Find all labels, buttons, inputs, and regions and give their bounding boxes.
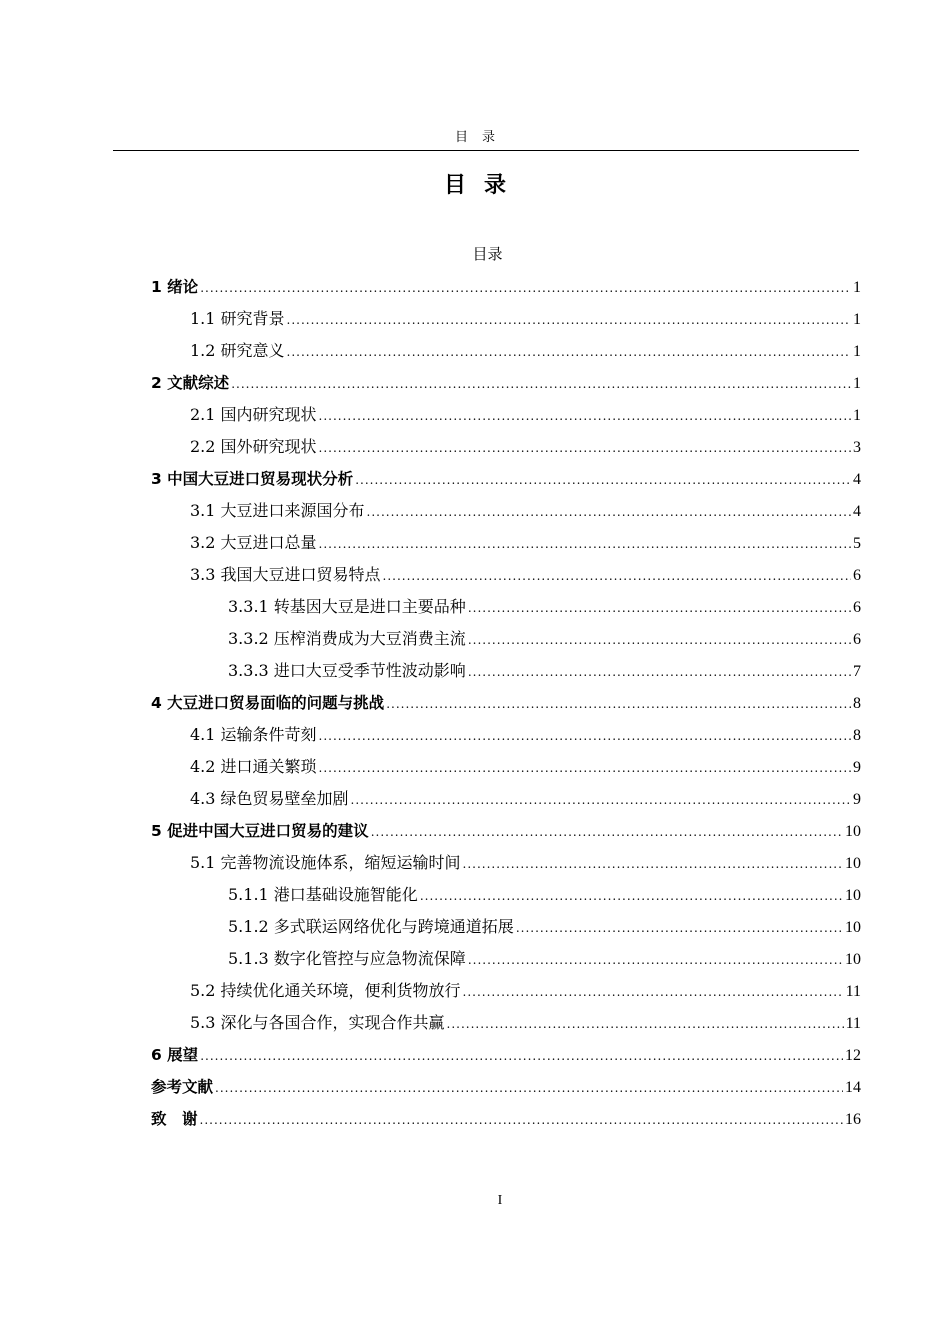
toc-entry-label: 5 促进中国大豆进口贸易的建议	[151, 822, 369, 840]
table-of-contents	[151, 274, 861, 1138]
toc-dot-leader	[319, 435, 851, 461]
toc-entry-label: 3.3.3 进口大豆受季节性波动影响	[228, 661, 466, 680]
toc-entry-page: 4	[853, 503, 861, 520]
toc-dot-leader	[367, 499, 851, 525]
footer-page-number: I	[497, 1193, 503, 1208]
toc-entry[interactable]	[151, 914, 861, 946]
toc-entry[interactable]	[151, 818, 861, 850]
toc-entry-page: 1	[853, 343, 861, 360]
toc-entry[interactable]	[151, 690, 861, 722]
toc-entry-label: 3.3.1 转基因大豆是进口主要品种	[228, 597, 466, 616]
toc-entry-page: 6	[853, 631, 861, 648]
toc-entry-label: 4.1 运输条件苛刻	[190, 725, 317, 744]
toc-entry[interactable]	[151, 466, 861, 498]
toc-dot-leader	[200, 1107, 843, 1133]
toc-entry[interactable]	[151, 1106, 861, 1138]
toc-entry[interactable]	[151, 402, 861, 434]
toc-entry[interactable]	[151, 946, 861, 978]
toc-entry-page: 6	[853, 599, 861, 616]
toc-dot-leader	[463, 851, 843, 877]
toc-entry-page: 4	[853, 471, 861, 488]
toc-entry-page: 11	[845, 1015, 861, 1032]
toc-entry-page: 12	[845, 1047, 861, 1064]
toc-entry-label: 2 文献综述	[151, 374, 230, 392]
header-rule	[113, 150, 859, 151]
toc-dot-leader	[319, 755, 851, 781]
toc-entry[interactable]	[151, 658, 861, 690]
toc-dot-leader	[215, 1075, 843, 1101]
toc-entry-label: 1.1 研究背景	[190, 309, 285, 328]
toc-entry-label: 3.2 大豆进口总量	[190, 533, 317, 552]
toc-dot-leader	[468, 947, 843, 973]
toc-entry-label: 3.3.2 压榨消费成为大豆消费主流	[228, 629, 466, 648]
toc-dot-leader	[516, 915, 843, 941]
toc-entry-label: 5.1.1 港口基础设施智能化	[228, 885, 418, 904]
toc-entry-page: 10	[845, 855, 861, 872]
toc-dot-leader	[463, 979, 844, 1005]
toc-entry[interactable]	[151, 1010, 861, 1042]
toc-entry-label: 3.3 我国大豆进口贸易特点	[190, 565, 381, 584]
toc-entry[interactable]	[151, 530, 861, 562]
toc-entry-page: 16	[845, 1111, 861, 1128]
toc-entry-label: 5.1 完善物流设施体系，缩短运输时间	[190, 853, 461, 872]
toc-entry[interactable]	[151, 1074, 861, 1106]
toc-entry[interactable]	[151, 306, 861, 338]
toc-entry-page: 8	[853, 695, 861, 712]
toc-entry[interactable]	[151, 786, 861, 818]
toc-dot-leader	[319, 723, 851, 749]
toc-dot-leader	[319, 531, 851, 557]
toc-entry-page: 9	[853, 791, 861, 808]
toc-entry-page: 1	[853, 375, 861, 392]
toc-dot-leader	[371, 819, 843, 845]
toc-dot-leader	[200, 275, 851, 301]
toc-dot-leader	[447, 1011, 844, 1037]
toc-entry[interactable]	[151, 338, 861, 370]
toc-dot-leader	[355, 467, 851, 493]
toc-dot-leader	[200, 1043, 843, 1069]
toc-entry-label: 3 中国大豆进口贸易现状分析	[151, 470, 354, 488]
toc-dot-leader	[420, 883, 843, 909]
toc-entry[interactable]	[151, 274, 861, 306]
toc-entry[interactable]	[151, 498, 861, 530]
toc-dot-leader	[468, 659, 851, 685]
toc-entry[interactable]	[151, 626, 861, 658]
toc-entry-page: 6	[853, 567, 861, 584]
toc-entry[interactable]	[151, 594, 861, 626]
toc-entry-label: 致 谢	[151, 1110, 198, 1128]
toc-entry[interactable]	[151, 754, 861, 786]
toc-entry[interactable]	[151, 434, 861, 466]
toc-entry-label: 1 绪论	[151, 278, 199, 296]
running-header: 目录	[454, 130, 509, 145]
toc-entry-page: 10	[845, 951, 861, 968]
toc-dot-leader	[351, 787, 851, 813]
toc-entry-label: 2.1 国内研究现状	[190, 405, 317, 424]
toc-entry-label: 5.1.2 多式联运网络优化与跨境通道拓展	[228, 917, 514, 936]
toc-entry-label: 参考文献	[151, 1078, 214, 1096]
toc-entry-label: 4.3 绿色贸易壁垒加剧	[190, 789, 349, 808]
toc-dot-leader	[383, 563, 851, 589]
toc-entry-label: 5.2 持续优化通关环境，便利货物放行	[190, 981, 461, 1000]
toc-entry-page: 1	[853, 279, 861, 296]
toc-entry-page: 14	[845, 1079, 861, 1096]
toc-dot-leader	[287, 307, 851, 333]
toc-entry-page: 10	[845, 823, 861, 840]
toc-entry-label: 2.2 国外研究现状	[190, 437, 317, 456]
toc-entry-page: 8	[853, 727, 861, 744]
toc-entry[interactable]	[151, 722, 861, 754]
toc-dot-leader	[468, 595, 851, 621]
toc-entry[interactable]	[151, 850, 861, 882]
toc-entry-page: 10	[845, 919, 861, 936]
toc-entry-page: 3	[853, 439, 861, 456]
toc-entry-page: 10	[845, 887, 861, 904]
toc-entry-label: 6 展望	[151, 1046, 199, 1064]
toc-entry-page: 7	[853, 663, 861, 680]
toc-dot-leader	[287, 339, 851, 365]
page-title: 目录	[443, 173, 524, 198]
toc-entry-page: 11	[845, 983, 861, 1000]
toc-entry[interactable]	[151, 1042, 861, 1074]
toc-entry-page: 1	[853, 407, 861, 424]
toc-entry-page: 9	[853, 759, 861, 776]
toc-dot-leader	[386, 691, 851, 717]
toc-dot-leader	[319, 403, 851, 429]
toc-entry-label: 4.2 进口通关繁琐	[190, 757, 317, 776]
toc-entry-label: 4 大豆进口贸易面临的问题与挑战	[151, 694, 385, 712]
toc-entry-label: 5.1.3 数字化管控与应急物流保障	[228, 949, 466, 968]
toc-entry[interactable]	[151, 978, 861, 1010]
toc-subtitle: 目录	[472, 245, 503, 263]
toc-dot-leader	[468, 627, 851, 653]
toc-entry-page: 5	[853, 535, 861, 552]
toc-entry[interactable]	[151, 370, 861, 402]
toc-entry-label: 3.1 大豆进口来源国分布	[190, 501, 365, 520]
toc-dot-leader	[231, 371, 851, 397]
toc-entry[interactable]	[151, 882, 861, 914]
toc-entry[interactable]	[151, 562, 861, 594]
toc-entry-label: 1.2 研究意义	[190, 341, 285, 360]
toc-entry-label: 5.3 深化与各国合作，实现合作共赢	[190, 1013, 445, 1032]
toc-entry-page: 1	[853, 311, 861, 328]
